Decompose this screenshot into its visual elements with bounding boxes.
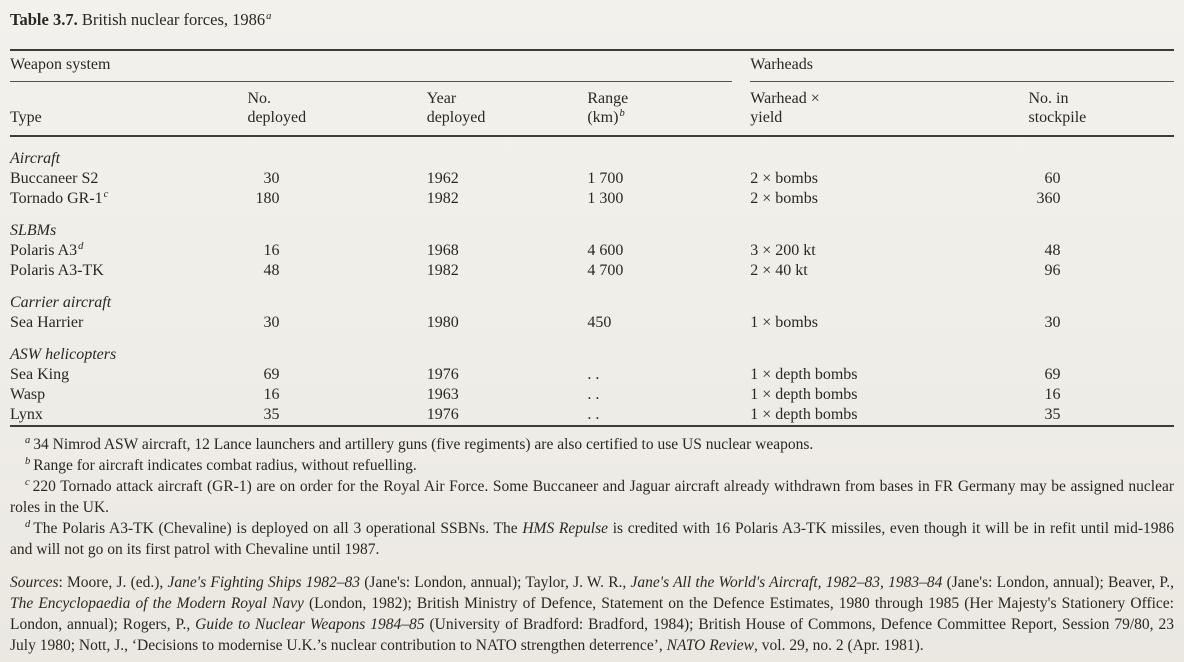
group-header-row (10, 50, 1174, 82)
cell-stockpile: 30 (1044, 314, 1061, 331)
cell-year-deployed: 1963 (426, 386, 459, 403)
section-header-row (10, 281, 1174, 313)
cell-no-deployed: 16 (263, 242, 280, 259)
cell-year-deployed: 1982 (426, 262, 459, 279)
footnote-a: $^a$ 34 Nimrod ASW aircraft, 12 Lance launchers and artillery guns (five regiments) are also certified to use US nuclear weapons. (25, 434, 814, 453)
table-row (10, 189, 1174, 209)
cell-warhead-yield: 2 × bombs (750, 170, 818, 187)
cell-warhead-yield: 1 × depth bombs (750, 406, 858, 423)
cell-type: Sea Harrier (10, 314, 84, 331)
cell-no-deployed: 48 (263, 262, 280, 279)
cell-range: . . (587, 366, 600, 383)
cell-range: 1 300 (587, 190, 624, 207)
cell-stockpile: 16 (1044, 386, 1061, 403)
range-footnote-mark: b (619, 107, 625, 119)
footnotes-block (10, 434, 1174, 560)
table-row (10, 241, 1174, 261)
col-header-stockpile: No. in stockpile (1028, 82, 1174, 136)
cell-warhead-yield: 1 × depth bombs (750, 386, 858, 403)
cell-no-deployed: 180 (255, 190, 280, 207)
cell-no-deployed: 16 (263, 386, 280, 403)
cell-range: . . (587, 406, 600, 423)
cell-year-deployed: 1980 (426, 314, 459, 331)
col-header-no-deployed: No. deployed (247, 82, 426, 136)
cell-year-deployed: 1962 (426, 170, 459, 187)
footnote-d: $^d$ The Polaris A3-TK (Chevaline) is deployed on all 3 operational SSBNs. The HMS Repulse is credited with 16 Polaris A3-TK missiles, even though it will be in refit until mid-1986 and will not go on its first patrol with Chevaline until 1987. (10, 518, 1175, 558)
cell-no-deployed: 30 (263, 314, 280, 331)
cell-year-deployed: 1982 (426, 190, 459, 207)
cell-year-deployed: 1968 (426, 242, 459, 259)
cell-type: Wasp (10, 386, 46, 403)
cell-type: Polaris A3-TK (10, 262, 104, 279)
table-title (10, 10, 1174, 30)
cell-range: 4 600 (587, 242, 624, 259)
cell-warhead-yield: 3 × 200 kt (750, 242, 816, 259)
cell-year-deployed: 1976 (426, 366, 459, 383)
cell-type: Sea King (10, 366, 70, 383)
sources-paragraph: Sources: Moore, J. (ed.), Jane's Fighting Ships 1982–83 (Jane's: London, annual); Taylor, J. W. R., Jane's All the World's Aircraft, 1982–83, 1983–84 (Jane's: London, annual); Beaver, P., The Encyclopaedia of the Modern Royal Navy (London, 1982); British Ministry of Defence, Statement on the Defence Estimates, 1980 through 1985 (Her Majesty's Stationery Office: London, annual); Rogers, P., Guide to Nuclear Weapons 1984–85 (University of Bradford: Bradford, 1984); British House of Commons, Defence Committee Report, Session 79/80, 23 July 1980; Nott, J., ‘Decisions to modernise U.K.’s nuclear contribution to NATO strengthen deterrence’, NATO Review, vol. 29, no. 2 (Apr. 1981). (10, 574, 1174, 654)
cell-warhead-yield: 2 × 40 kt (750, 262, 808, 279)
cell-type: Tornado GR-1$^c$ (10, 188, 109, 207)
cell-warhead-yield: 1 × depth bombs (750, 366, 858, 383)
cell-type: Lynx (10, 406, 43, 423)
nuclear-forces-table (10, 49, 1174, 427)
table-number: Table 3.7. (10, 10, 78, 29)
group-header-weapon-system: Weapon system (10, 50, 750, 82)
cell-stockpile: 60 (1044, 170, 1061, 187)
cell-stockpile: 360 (1036, 190, 1061, 207)
section-label-asw-helicopters: ASW helicopters (10, 346, 117, 363)
col-header-warhead-yield: Warhead × yield (750, 82, 1028, 136)
col-header-year-deployed: Year deployed (427, 82, 588, 136)
footnote-b: $^b$ Range for aircraft indicates combat radius, without refuelling. (25, 455, 417, 474)
cell-range: . . (587, 386, 600, 403)
cell-stockpile: 69 (1044, 366, 1061, 383)
footnote-c: $^c$ 220 Tornado attack aircraft (GR-1) are on order for the Royal Air Force. Some Buccaneer and Jaguar aircraft already withdrawn from bases in FR Germany may be assigned nuclear roles in the UK. (10, 476, 1174, 516)
section-label-carrier-aircraft: Carrier aircraft (10, 294, 112, 311)
table-row (10, 313, 1174, 333)
table-caption: British nuclear forces, 1986 (81, 10, 266, 29)
cell-range: 1 700 (587, 170, 624, 187)
cell-year-deployed: 1976 (426, 406, 459, 423)
cell-type: Polaris A3$^d$ (10, 240, 84, 259)
table-row (10, 365, 1174, 385)
section-header-row (10, 209, 1174, 241)
cell-range: 450 (587, 314, 612, 331)
group-header-warheads: Warheads (750, 50, 1174, 82)
column-header-row (10, 82, 1174, 136)
table-row (10, 405, 1174, 426)
cell-no-deployed: 35 (263, 406, 280, 423)
col-header-range: Range (km)$^b$ (587, 82, 750, 136)
section-header-row (10, 136, 1174, 169)
table-row (10, 385, 1174, 405)
section-label-aircraft: Aircraft (10, 150, 61, 167)
table-row (10, 169, 1174, 189)
cell-no-deployed: 30 (263, 170, 280, 187)
cell-warhead-yield: 2 × bombs (750, 190, 818, 207)
section-header-row (10, 333, 1174, 365)
cell-warhead-yield: 1 × bombs (750, 314, 818, 331)
cell-range: 4 700 (587, 262, 624, 279)
cell-stockpile: 35 (1044, 406, 1061, 423)
cell-no-deployed: 69 (263, 366, 280, 383)
table-row (10, 261, 1174, 281)
section-label-slbms: SLBMs (10, 222, 57, 239)
col-header-type: Type (10, 82, 247, 136)
cell-type: Buccaneer S2 (10, 170, 99, 187)
cell-stockpile: 48 (1044, 242, 1061, 259)
title-footnote-mark: a (266, 10, 272, 22)
cell-stockpile: 96 (1044, 262, 1061, 279)
